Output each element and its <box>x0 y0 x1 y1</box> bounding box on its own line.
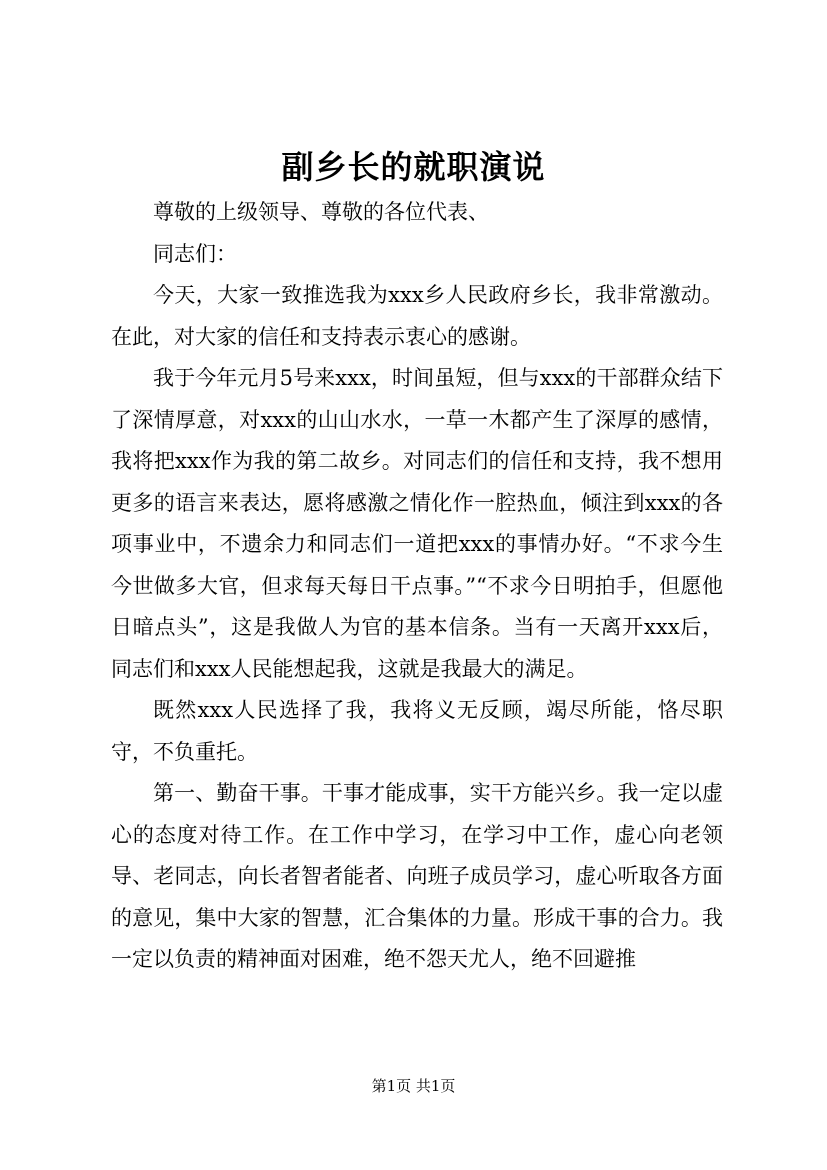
paragraph-thanks: 今天，大家一致推选我为xxx乡人民政府乡长，我非常激动。在此，对大家的信任和支持表示衷心的感谢。 <box>111 283 723 349</box>
document-body <box>111 192 723 981</box>
page-footer: 第1页 共1页 <box>371 1077 456 1095</box>
paragraph-commitment: 既然xxx人民选择了我，我将义无反顾，竭尽所能，恪尽职守，不负重托。 <box>111 698 723 764</box>
paragraph-salutation: 尊敬的上级领导、尊敬的各位代表、 <box>153 200 489 224</box>
document-title: 副乡长的就职演说 <box>281 148 546 186</box>
paragraph-introduction: 我于今年元月5号来xxx，时间虽短，但与xxx的干部群众结下了深情厚意，对xxx的山山水水，一草一木都产生了深厚的感情，我将把xxx作为我的第二故乡。对同志们的信任和支持，我不想用更多的语言来表达，愿将感激之情化作一腔热血，倾注到xxx的各项事业中，不遗余力和同志们一道把xxx的事情办好。“不求今生今世做多大官，但求每天每日干点事。”“不求今日明拍手，但愿他日暗点头”，这是我做人为官的基本信条。当有一天离开xxx后，同志们和xxx人民能想起我，这就是我最大的满足。 <box>111 366 723 681</box>
paragraph-first-point: 第一、勤奋干事。干事才能成事，实干方能兴乡。我一定以虚心的态度对待工作。在工作中学习，在学习中工作，虚心向老领导、老同志，向长者智者能者、向班子成员学习，虚心听取各方面的意见，集中大家的智慧，汇合集体的力量。形成干事的合力。我一定以负责的精神面对困难，绝不怨天尤人，绝不回避推 <box>111 781 723 971</box>
paragraph-greeting: 同志们： <box>153 241 237 266</box>
